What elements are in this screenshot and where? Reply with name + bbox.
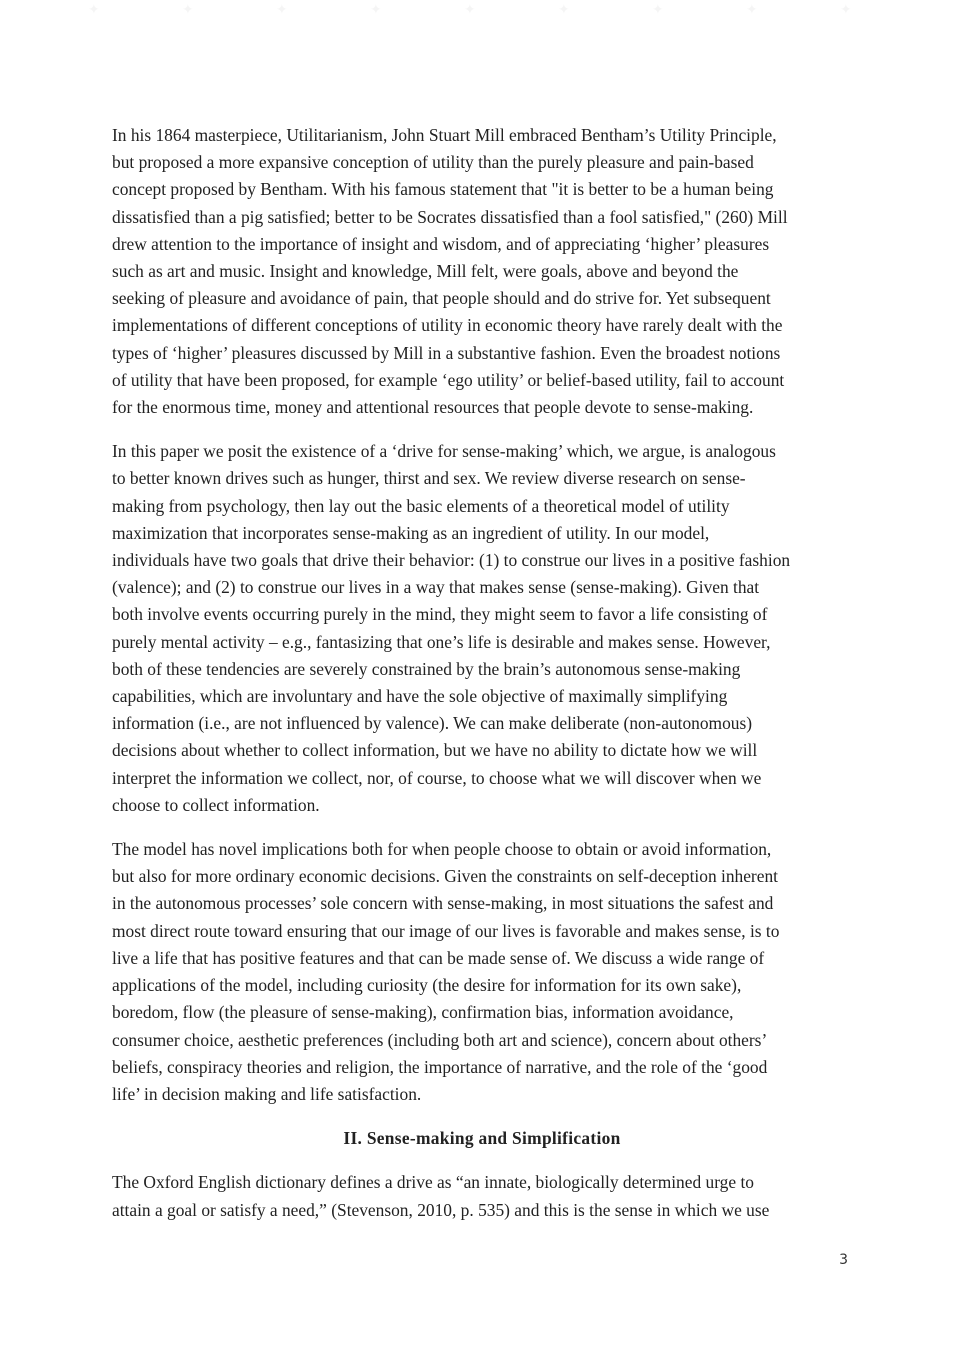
svg-text:✦: ✦	[746, 2, 758, 18]
text-line: drew attention to the importance of insight and wisdom, and of appreciating ‘higher’ pleasures	[112, 233, 770, 254]
text-line: both involve events occurring purely in the mind, they might seem to favor a life consisting of	[112, 604, 768, 625]
text-line: life’ in decision making and life satisfaction.	[112, 1083, 422, 1104]
paragraph-1	[112, 122, 852, 421]
text-line: In this paper we posit the existence of a ‘drive for sense-making’ which, we argue, is analogous	[112, 441, 776, 462]
text-line: choose to collect information.	[112, 794, 320, 815]
text-line: to better known drives such as hunger, thirst and sex. We review diverse research on sense-	[112, 468, 746, 489]
text-line: live a life that has positive features and that can be made sense of. We discuss a wide range of	[112, 947, 765, 968]
text-line: but also for more ordinary economic decisions. Given the constraints on self-deception inherent	[112, 866, 778, 887]
text-line: interpret the information we collect, nor, of course, to choose what we will discover when we	[112, 767, 762, 788]
text-line: making from psychology, then lay out the basic elements of a theoretical model of utility	[112, 495, 730, 516]
text-line: beliefs, conspiracy theories and religion, the importance of narrative, and the role of the ‘good	[112, 1056, 768, 1077]
watermark-pattern	[0, 0, 960, 20]
body-text	[112, 122, 852, 1241]
text-line: The model has novel implications both for when people choose to obtain or avoid information,	[112, 839, 772, 860]
text-line: implementations of different conceptions of utility in economic theory have rarely dealt with the	[112, 315, 783, 336]
text-line: types of ‘higher’ pleasures discussed by Mill in a substantive fashion. Even the broadest notions	[112, 342, 781, 363]
text-line: information (i.e., are not influenced by valence). We can make deliberate (non-autonomous)	[112, 713, 753, 734]
paragraph-2	[112, 438, 852, 819]
text-line: (valence); and (2) to construe our lives in a way that makes sense (sense-making). Given that	[112, 577, 760, 598]
text-line: boredom, flow (the pleasure of sense-making), confirmation bias, information avoidance,	[112, 1002, 734, 1023]
svg-text:✦: ✦	[182, 2, 194, 18]
text-line: dissatisfied than a pig satisfied; better to be Socrates dissatisfied than a fool satisfied," (260) Mill	[112, 206, 788, 227]
paragraph-3	[112, 836, 852, 1108]
text-line: concept proposed by Bentham. With his famous statement that "it is better to be a human being	[112, 179, 774, 200]
svg-text:✦: ✦	[276, 2, 288, 18]
svg-text:✦: ✦	[88, 2, 100, 18]
text-line: attain a goal or satisfy a need,” (Stevenson, 2010, p. 535) and this is the sense in which we use	[112, 1199, 770, 1220]
text-line: both of these tendencies are severely constrained by the brain’s autonomous sense-making	[112, 658, 741, 679]
text-line: consumer choice, aesthetic preferences (including both art and science), concern about others’	[112, 1029, 768, 1050]
text-line: most direct route toward ensuring that our image of our lives is favorable and makes sense, is to	[112, 920, 780, 941]
svg-text:✦: ✦	[464, 2, 476, 18]
text-line: such as art and music. Insight and knowledge, Mill felt, were goals, above and beyond the	[112, 261, 739, 282]
svg-text:✦: ✦	[840, 2, 852, 18]
text-line: but proposed a more expansive conception of utility than the purely pleasure and pain-based	[112, 152, 754, 173]
text-line: maximization that incorporates sense-making as an ingredient of utility. In our model,	[112, 522, 710, 543]
text-line: In his 1864 masterpiece, Utilitarianism, John Stuart Mill embraced Bentham’s Utility Principle,	[112, 125, 777, 145]
page-number: 3	[839, 1252, 848, 1268]
paragraph-4	[112, 1169, 852, 1223]
section-heading: II. Sense-making and Simplification	[343, 1128, 621, 1149]
text-line: purely mental activity – e.g., fantasizing that one’s life is desirable and makes sense. However,	[112, 631, 771, 652]
text-line: seeking of pleasure and avoidance of pain, that people should and do strive for. Yet subsequent	[112, 288, 771, 309]
text-line: decisions about whether to collect information, but we have no ability to dictate how we will	[112, 740, 758, 761]
text-line: in the autonomous processes’ sole concern with sense-making, in most situations the safest and	[112, 893, 774, 914]
text-line: applications of the model, including curiosity (the desire for information for its own sake),	[112, 975, 742, 996]
text-line: capabilities, which are involuntary and have the sole objective of maximally simplifying	[112, 686, 728, 707]
svg-text:✦: ✦	[370, 2, 382, 18]
text-line: for the enormous time, money and attentional resources that people devote to sense-making.	[112, 397, 754, 418]
text-line: individuals have two goals that drive their behavior: (1) to construe our lives in a positive fashion	[112, 550, 791, 571]
text-line: The Oxford English dictionary defines a drive as “an innate, biologically determined urge to	[112, 1172, 754, 1193]
svg-text:✦: ✦	[652, 2, 664, 18]
text-line: of utility that have been proposed, for example ‘ego utility’ or belief-based utility, fail to account	[112, 369, 785, 390]
svg-text:✦: ✦	[558, 2, 570, 18]
